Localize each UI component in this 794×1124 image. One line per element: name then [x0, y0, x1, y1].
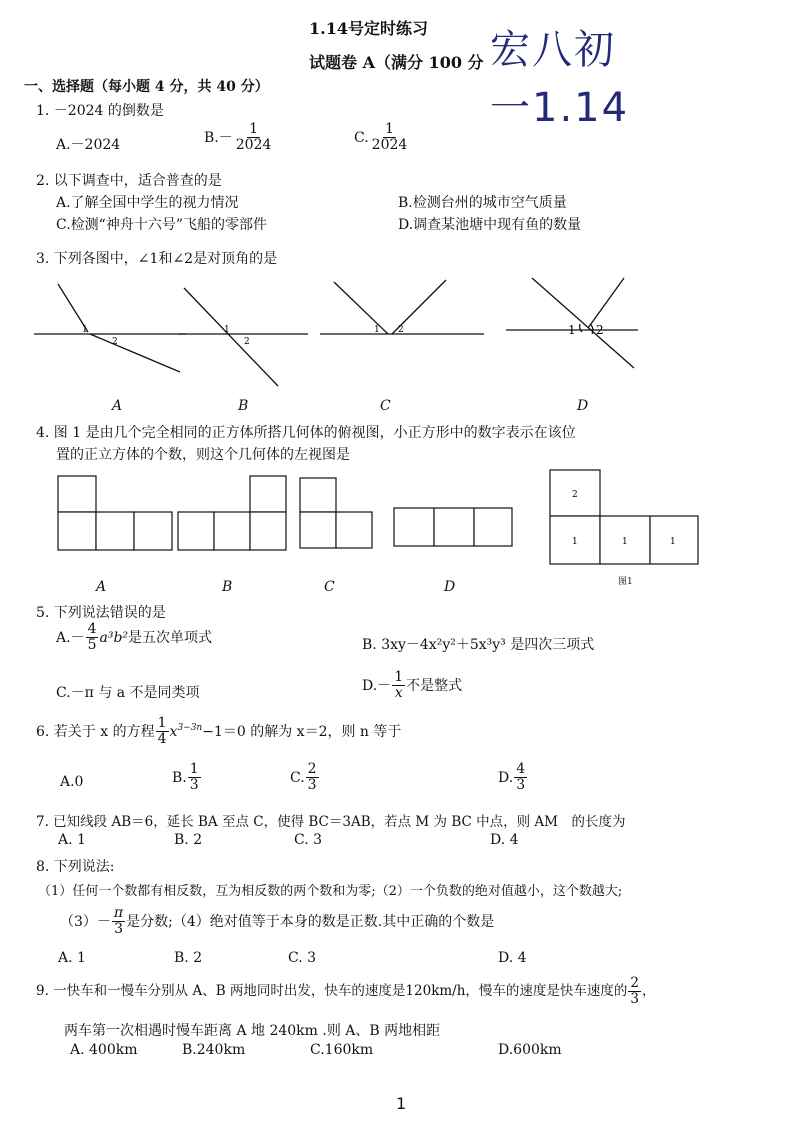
q2-option-c: C.检测“神舟十六号”飞船的零部件 [56, 217, 267, 233]
q3d-angle2: 2 [596, 323, 604, 337]
q7-option-b: B. 2 [174, 832, 203, 848]
q1-option-c: C. $\frac{1}{2024}$ [354, 121, 408, 154]
q3c-angle2: 2 [398, 325, 404, 335]
q5-option-c: C.－π 与 a 不是同类项 [56, 685, 200, 701]
q7-option-a: A. 1 [58, 832, 86, 848]
q2-option-d: D.调查某池塘中现有鱼的数量 [398, 217, 582, 233]
q9-option-b: B.240km [182, 1042, 246, 1058]
q5-stem: 5. 下列说法错误的是 [36, 605, 166, 621]
q3-label-b: B [238, 398, 249, 414]
q4-top-view-num-1: 2 [572, 490, 578, 500]
q4-option-c-figure [300, 478, 380, 568]
handwritten-stamp-line2: 一1.14 [490, 85, 630, 131]
q3a-angle2: 2 [112, 337, 118, 347]
q4-stem-line1: 4. 图 1 是由几个完全相同的正方体所搭几何体的俯视图，小正方形中的数字表示在该位 [36, 425, 576, 441]
q8-statement-line1: （1）任何一个数都有相反数，互为相反数的两个数和为零;（2）一个负数的绝对值越小，这个数越大; [38, 884, 623, 899]
q8-option-c: C. 3 [288, 950, 317, 966]
q4-top-view-figure [550, 470, 700, 570]
q8-option-b: B. 2 [174, 950, 203, 966]
q4-label-b: B [222, 579, 233, 595]
q4-label-d: D [444, 579, 456, 595]
q8-stem: 8. 下列说法: [36, 859, 115, 875]
q9-stem-line1: 9. 一快车和一慢车分别从 A、B 两地同时出发，快车的速度是120km/h，慢车的速度是快车速度的 $\frac{2}{3}$ ， [36, 975, 656, 1007]
q3-label-c: C [380, 398, 391, 414]
q4-option-d-figure [394, 508, 514, 558]
q1-option-a: A.－2024 [56, 137, 121, 153]
q4-label-c: C [324, 579, 335, 595]
q3b-angle1: 1 [224, 325, 230, 335]
q9-stem-line2: 两车第一次相遇时慢车距离 A 地 240km .则 A、B 两地相距 [64, 1023, 441, 1039]
q4-option-b-figure [178, 476, 298, 566]
page-number: 1 [396, 1094, 407, 1113]
q3-label-a: A [112, 398, 123, 414]
q8-option-d: D. 4 [498, 950, 527, 966]
q3-figure-c [316, 274, 486, 344]
q8-option-a: A. 1 [58, 950, 86, 966]
q2-option-a: A.了解全国中学生的视力情况 [56, 195, 239, 211]
q1-stem: 1. －2024 的倒数是 [36, 103, 164, 119]
q7-option-d: D. 4 [490, 832, 519, 848]
q6-option-d: D. $\frac{4}{3}$ [498, 761, 526, 794]
q9-option-a: A. 400km [70, 1042, 138, 1058]
q8-statement-line2: （3）－ $\frac{\pi}{3}$ 是分数;（4）绝对值等于本身的数是正数.其中正确的个数是 [60, 905, 495, 938]
q3-stem: 3. 下列各图中，∠1和∠2是对顶角的是 [36, 251, 278, 267]
q3-figure-a [30, 280, 190, 390]
q4-stem-line2: 置的正立方体的个数，则这个几何体的左视图是 [56, 447, 350, 463]
q2-stem: 2. 以下调查中，适合普查的是 [36, 173, 222, 189]
q5-option-d: D.－ $\frac{1}{x}$ 不是整式 [362, 669, 463, 702]
q4-top-view-num-3: 1 [622, 537, 628, 547]
q6-stem: 6. 若关于 x 的方程 $\frac{1}{4}$ $x^{3-3n}-1=0$ 的解为 x＝2，则 n 等于 [36, 715, 402, 748]
q5-option-b: B. 3xy－4x²y²＋5x³y³ 是四次三项式 [362, 637, 595, 653]
q4-label-a: A [96, 579, 107, 595]
q6-option-c: C. $\frac{2}{3}$ [290, 761, 317, 794]
q2-option-b: B.检测台州的城市空气质量 [398, 195, 567, 211]
page-title: 1.14号定时练习 [309, 19, 428, 38]
q7-stem: 7. 已知线段 AB＝6，延长 BA 至点 C，使得 BC＝3AB，若点 M 为 BC 中点，则 AM 的长度为 [36, 814, 626, 830]
q9-option-c: C.160km [310, 1042, 374, 1058]
q3-figure-d [502, 274, 642, 374]
q3-figure-b [174, 284, 314, 394]
q3d-angle1: 1 [568, 323, 576, 337]
page-subtitle: 试题卷 A（满分 100 分 [309, 53, 484, 72]
q6-option-a: A.0 [60, 774, 84, 790]
q4-fig-caption: 图1 [618, 577, 633, 587]
q3a-angle1: 1 [82, 325, 88, 335]
q3c-angle1: 1 [374, 325, 380, 335]
q1-option-b: B.－ $\frac{1}{2024}$ [204, 121, 272, 154]
q7-option-c: C. 3 [294, 832, 323, 848]
q3-label-d: D [577, 398, 589, 414]
q4-top-view-num-4: 1 [670, 537, 676, 547]
q3b-angle2: 2 [244, 337, 250, 347]
q4-option-a-figure [58, 476, 178, 566]
q4-top-view-num-2: 1 [572, 537, 578, 547]
q6-option-b: B. $\frac{1}{3}$ [172, 761, 199, 794]
section-heading: 一、选择题（每小题 4 分，共 40 分） [24, 79, 269, 95]
q9-option-d: D.600km [498, 1042, 562, 1058]
q5-option-a: A.－ $\frac{4}{5}$ a³b²是五次单项式 [56, 621, 213, 654]
handwritten-stamp-line1: 宏八初 [490, 27, 616, 73]
